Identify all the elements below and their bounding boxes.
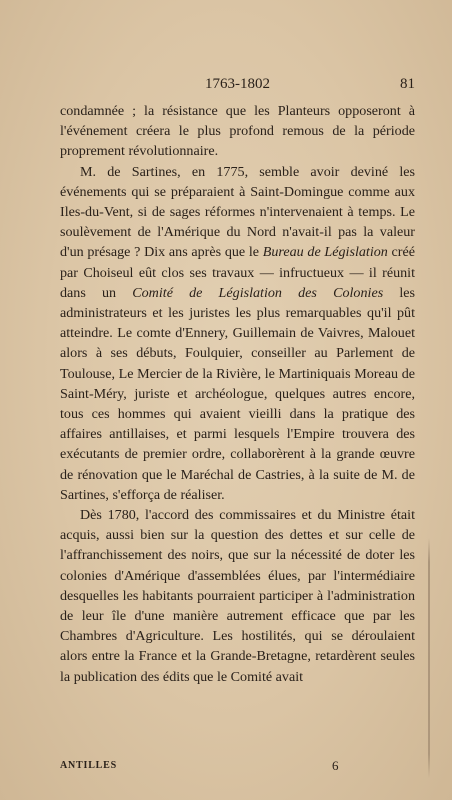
pencil-margin-mark xyxy=(428,538,430,778)
italic-phrase: Comité de Législation des Colonies xyxy=(132,284,384,301)
running-title: 1763-1802 xyxy=(205,76,270,92)
running-header xyxy=(60,76,415,96)
text-run: Dès 1780, l'accord des commissaires et du Ministre était acquis, aussi bien sur la question des dettes et sur celle de l'affranchissement des noirs, que sur la nécessité de doter les colonies d'Amérique d'assemblées élues, par l'intermédiaire desquelles les habitants pourraient participer à l'administration de leur île d'une manière autrement efficace que par les Chambres d'Agriculture. Les hostilités, qui se déroulaient alors entre la France et la Grande-Bretagne, retardèrent seules la publication des édits que le Comité avait xyxy=(60,507,415,685)
page-footer xyxy=(60,758,415,776)
text-run: les administrateurs et les juristes les plus remarquables qu'il pût atteindre. Le comte d'Ennery, Guillemain de Vaivres, Malouet alors à ses débuts, Foulquier, conseiller au Parlement de Toulouse, Le Mercier de la Rivière, le Martiniquais Moreau de Saint-Méry, juriste et archéologue, quelques autres encore, tous ces hommes qui avaient vieilli dans la pratique des affaires antillaises, et parmi lesquels l'Empire trouvera des exécutants de premier ordre, collaborèrent à la grande œuvre de rénovation que le Maréchal de Castries, à la suite de M. de Sartines, s'efforça de réaliser. xyxy=(60,284,415,503)
gathering-number: 6 xyxy=(332,758,339,773)
paragraph xyxy=(60,162,415,505)
body-text xyxy=(60,101,415,687)
paragraph xyxy=(60,505,415,687)
text-run: créé par Choiseul eût clos ses travaux — infructueux — il réunit dans un xyxy=(60,244,415,301)
page-number: 81 xyxy=(400,76,415,92)
text-run: condamnée ; la résistance que les Planteurs opposeront à l'événement créera le plus profond remous de la période proprement révolutionnaire. xyxy=(60,103,415,160)
text-run: M. de Sartines, en 1775, semble avoir deviné les événements qui se préparaient à Saint-Domingue comme aux Iles-du-Vent, si de sages réformes n'intervenaient à temps. Le soulèvement de l'Amérique du Nord n'avait-il pas la valeur d'un présage ? Dix ans après que le xyxy=(60,163,415,261)
paragraph xyxy=(60,101,415,162)
italic-phrase: Bureau de Législation xyxy=(262,244,388,261)
signature-mark: ANTILLES xyxy=(60,760,117,771)
